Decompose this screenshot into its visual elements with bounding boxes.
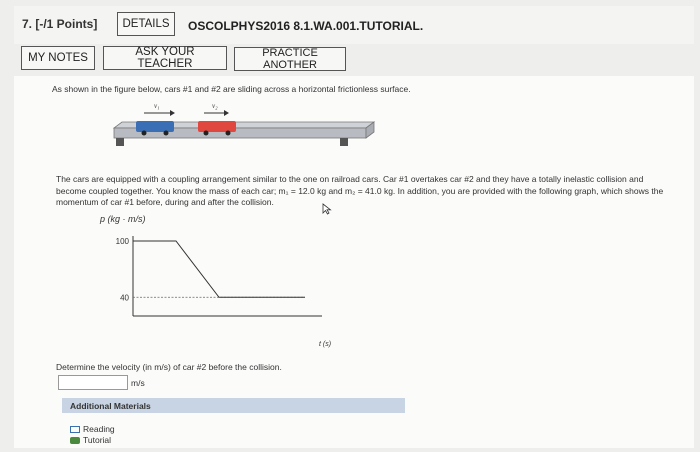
v2-label: v₂ xyxy=(212,102,218,110)
reading-label: Reading xyxy=(83,424,115,434)
practice-another-button[interactable]: PRACTICE ANOTHER xyxy=(234,47,346,71)
car-1-body xyxy=(136,121,174,132)
ask-teacher-button[interactable]: ASK YOUR TEACHER xyxy=(103,46,227,70)
additional-materials-title: Additional Materials xyxy=(70,401,151,411)
y-tick-40: 40 xyxy=(120,293,129,303)
details-button[interactable]: DETAILS xyxy=(117,12,175,36)
graph-y-axis-label: p (kg · m/s) xyxy=(100,214,146,224)
velocity-answer-input[interactable] xyxy=(58,375,128,390)
answer-unit: m/s xyxy=(131,378,145,388)
tutorial-label: Tutorial xyxy=(83,435,112,445)
car-2-body xyxy=(198,121,236,132)
mouse-cursor-icon xyxy=(322,203,332,215)
tutorial-link[interactable] xyxy=(70,435,111,445)
book-icon xyxy=(70,426,80,433)
question-number: 7. [-/1 Points] xyxy=(22,17,98,31)
cars-figure xyxy=(104,98,376,160)
tutorial-icon xyxy=(70,437,80,444)
question-paragraph: The cars are equipped with a coupling arrangement similar to the one on railroad cars. Car #1 overtakes car #2 and they have a totally inelastic collision and become coupled together. You know the mass of each car; m₁ = 12.0 kg and m₂ = 41.0 kg. In addition, you are provided with the following graph, which shows the momentum of car #1 before, during and after the collision. xyxy=(56,174,664,207)
graph-x-axis-label: t (s) xyxy=(319,341,332,348)
reading-link[interactable] xyxy=(70,424,115,434)
velocity-arrow-1 xyxy=(144,110,175,116)
momentum-graph xyxy=(100,228,350,348)
velocity-arrow-2 xyxy=(204,110,229,116)
v1-label: v₁ xyxy=(154,102,160,110)
track-support-right xyxy=(340,138,348,146)
question-intro: As shown in the figure below, cars #1 and #2 are sliding across a horizontal frictionless surface. xyxy=(52,84,411,94)
question-prompt: Determine the velocity (in m/s) of car #2 before the collision. xyxy=(56,362,282,372)
y-tick-100: 100 xyxy=(115,237,129,246)
assignment-code: OSCOLPHYS2016 8.1.WA.001.TUTORIAL. xyxy=(188,19,424,33)
momentum-series-line xyxy=(133,241,305,297)
track-support-left xyxy=(116,138,124,146)
my-notes-button[interactable]: MY NOTES xyxy=(21,46,95,70)
